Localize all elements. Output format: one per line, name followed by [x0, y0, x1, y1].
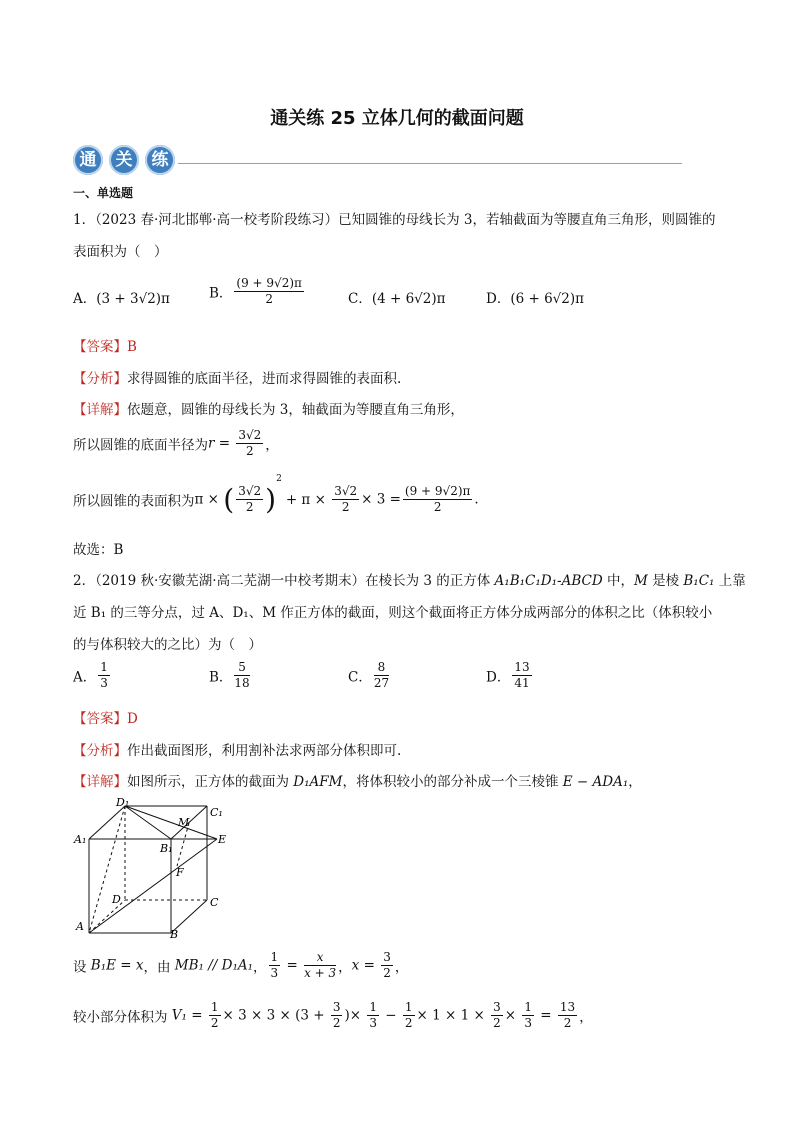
q2-analysis — [73, 739, 401, 759]
math: x = — [351, 957, 380, 974]
text: ， — [265, 437, 279, 454]
analysis-tag: 【分析】 — [73, 743, 127, 759]
math-var: r = — [208, 435, 235, 452]
q1-answer — [73, 335, 137, 355]
section-heading: 一、单选题 — [73, 186, 134, 200]
text: 设 — [73, 959, 91, 976]
option-letter: C． — [348, 291, 372, 307]
text: 所以圆锥的表面积为 — [73, 493, 195, 510]
q1-conclusion: 故选：B — [73, 542, 124, 558]
math: MB₁ // D₁A₁ — [174, 957, 254, 974]
option-letter: C． — [348, 669, 372, 686]
text: 2．（2019 秋·安徽芜湖·高二芜湖一中校考期末）在棱长为 3 的正方体 — [73, 573, 495, 589]
option-fraction — [374, 660, 389, 691]
fraction-numerator: 1 — [404, 1000, 413, 1014]
text: ， — [253, 959, 267, 976]
answer-tag: 【答案】 — [73, 339, 127, 355]
math: × — [349, 1007, 366, 1024]
paren-left: ( — [223, 483, 235, 516]
badge-char: 练 — [145, 145, 175, 175]
label-A1: A₁ — [74, 833, 87, 846]
badge-char: 通 — [73, 145, 103, 175]
label-F: F — [176, 866, 184, 879]
math: A₁B₁C₁D₁-ABCD — [494, 573, 603, 589]
fraction-denominator: 27 — [373, 676, 390, 690]
fraction-denominator: 3 — [524, 1016, 533, 1030]
fraction — [403, 1000, 415, 1031]
label-B1: B₁ — [160, 842, 173, 855]
q1-stem-line1: 1．（2023 春·河北邯郸·高一校考阶段练习）已知圆锥的母线长为 3，若轴截面为等腰直角三角形，则圆锥的 — [73, 212, 716, 228]
q1-option-a — [73, 287, 170, 307]
fraction-numerator: x — [304, 950, 336, 966]
analysis-text: 作出截面图形，利用割补法求两部分体积即可. — [127, 743, 402, 759]
fraction-numerator: 1 — [524, 1000, 533, 1014]
option-text: (3 + 3√2)π — [96, 291, 170, 307]
section-line-hidden — [89, 806, 125, 933]
paren-right: ) — [265, 483, 277, 516]
fraction — [522, 1000, 534, 1031]
q2-stem-line3: 的与体积较大的之比）为（ ） — [73, 637, 262, 653]
text: ， — [579, 1009, 593, 1026]
fraction — [558, 1000, 577, 1031]
label-M: M — [178, 816, 190, 829]
option-text: (4 + 6√2)π — [371, 291, 446, 307]
math: ) — [344, 1007, 350, 1024]
fraction — [331, 1000, 343, 1031]
option-fraction — [234, 276, 303, 307]
fraction-numerator: 3√2 — [238, 428, 262, 442]
text: 较小部分体积为 — [73, 1009, 172, 1026]
text: = — [282, 957, 303, 974]
section-line — [125, 806, 217, 839]
answer-tag: 【答案】 — [73, 711, 127, 727]
text: 是棱 — [647, 573, 684, 589]
badge-char: 关 — [109, 145, 139, 175]
fraction — [269, 950, 281, 981]
math: − — [381, 1007, 401, 1024]
text: ， — [394, 959, 409, 976]
fraction-numerator: 8 — [374, 660, 389, 676]
fraction-numerator: 3√2 — [334, 484, 358, 498]
section-line-hidden — [177, 823, 189, 866]
label-C1: C₁ — [210, 806, 223, 819]
fraction-denominator: 2 — [246, 444, 254, 458]
fraction-denominator: 3 — [100, 676, 108, 690]
option-letter: A． — [73, 669, 97, 686]
math: D₁AFM — [293, 774, 343, 790]
fraction-numerator: 13 — [514, 660, 530, 674]
math: × 3 × 3 × — [222, 1007, 296, 1024]
q2-stem-line2: 近 B₁ 的三等分点，过 A、D₁、M 作正方体的截面，则这个截面将正方体分成两部分的体积之比（体积较小 — [73, 605, 713, 621]
q1-radius-line — [73, 428, 279, 459]
label-A: A — [76, 920, 84, 933]
fraction — [236, 484, 263, 515]
fraction — [491, 1000, 503, 1031]
q2-volume-line — [73, 1000, 593, 1031]
fraction-denominator: 18 — [234, 676, 250, 690]
math: × 1 × 1 × — [416, 1007, 490, 1024]
label-B: B — [170, 928, 179, 941]
text: 如图所示，正方体的截面为 — [127, 774, 294, 790]
math: M — [633, 573, 648, 589]
text: ， — [628, 774, 642, 790]
q1-detail — [73, 398, 464, 418]
q1-option-c — [348, 287, 446, 307]
q1-surface-line — [73, 474, 479, 516]
option-fraction — [512, 660, 531, 691]
text: 中， — [602, 573, 634, 589]
q2-option-c — [348, 660, 391, 691]
q2-option-d — [486, 660, 534, 691]
fraction-denominator: x + 3 — [304, 966, 337, 980]
fraction — [236, 428, 263, 459]
q2-stem-line1 — [73, 569, 746, 589]
exponent: 2 — [276, 474, 282, 484]
fraction — [381, 950, 393, 981]
fraction — [304, 950, 336, 981]
text: ，由 — [143, 959, 175, 976]
analysis-text: 求得圆锥的底面半径，进而求得圆锥的表面积. — [127, 371, 402, 387]
section-line — [89, 839, 217, 933]
fraction-denominator: 3 — [270, 966, 279, 980]
text: . — [474, 491, 479, 508]
q1-stem-line2: 表面积为（ ） — [73, 244, 168, 260]
option-letter: D． — [486, 291, 511, 307]
fraction-denominator: 2 — [563, 1016, 572, 1030]
fraction-numerator: 3 — [383, 950, 391, 964]
option-text: (6 + 6√2)π — [510, 291, 584, 307]
fraction-numerator: 1 — [270, 950, 279, 964]
fraction-numerator: 3 — [332, 1000, 341, 1014]
edge — [89, 806, 125, 839]
q2-set-line — [73, 950, 408, 981]
text: 所以圆锥的底面半径为 — [73, 437, 208, 454]
detail-tag: 【详解】 — [73, 402, 127, 418]
math: × 3 = — [361, 491, 401, 508]
text: ， — [338, 959, 352, 976]
fraction-numerator: 3√2 — [238, 484, 262, 498]
text: 上靠 — [714, 573, 746, 589]
fraction-denominator: 2 — [265, 292, 273, 306]
answer-value: B — [127, 339, 137, 355]
badge-row — [73, 145, 181, 175]
header-rule — [178, 163, 682, 164]
fraction-numerator: (9 + 9√2)π — [236, 276, 302, 290]
fraction — [403, 484, 472, 515]
fraction-numerator: 13 — [559, 1000, 576, 1014]
fraction-denominator: 2 — [245, 500, 254, 514]
fraction-numerator: 1 — [210, 1000, 219, 1014]
fraction-numerator: 5 — [234, 660, 249, 676]
q2-option-b — [209, 660, 252, 691]
cube-figure — [72, 796, 242, 941]
fraction-numerator: 3 — [493, 1000, 501, 1014]
fraction-denominator: 2 — [433, 500, 442, 514]
q1-option-b — [209, 276, 306, 307]
fraction-denominator: 41 — [514, 676, 530, 690]
fraction-denominator: 2 — [341, 500, 350, 514]
label-E: E — [218, 833, 227, 846]
option-fraction — [98, 660, 110, 691]
fraction-denominator: 2 — [404, 1016, 413, 1030]
detail-text: 依题意，圆锥的母线长为 3，轴截面为等腰直角三角形， — [127, 402, 464, 418]
detail-tag: 【详解】 — [73, 774, 127, 790]
math: B₁E = x — [90, 957, 144, 974]
label-C: C — [210, 896, 219, 909]
label-D1: D₁ — [116, 796, 130, 809]
option-letter: D． — [486, 669, 511, 686]
fraction-numerator: 1 — [100, 660, 108, 674]
math: (3 + — [295, 1007, 329, 1024]
fraction — [367, 1000, 379, 1031]
math: × — [504, 1007, 521, 1024]
math: E − ADA₁ — [562, 774, 629, 790]
option-letter: A． — [73, 291, 97, 307]
fraction — [332, 484, 359, 515]
analysis-tag: 【分析】 — [73, 371, 127, 387]
fraction — [209, 1000, 221, 1031]
fraction-denominator: 2 — [332, 1016, 341, 1030]
fraction-denominator: 2 — [210, 1016, 219, 1030]
fraction-denominator: 3 — [369, 1016, 377, 1030]
math: B₁C₁ — [683, 573, 715, 589]
math: π × — [194, 491, 224, 508]
math: + π × — [285, 491, 331, 508]
fraction-numerator: (9 + 9√2)π — [404, 484, 471, 498]
option-fraction — [234, 660, 249, 691]
fraction-numerator: 1 — [369, 1000, 377, 1014]
math: V₁ = — [171, 1007, 207, 1024]
fraction-denominator: 2 — [493, 1016, 501, 1030]
math: = — [536, 1007, 556, 1024]
q1-analysis — [73, 367, 401, 387]
answer-value: D — [127, 711, 138, 727]
q2-answer — [73, 707, 138, 727]
section-line — [125, 806, 171, 839]
label-D: D — [112, 893, 121, 906]
q2-option-a — [73, 660, 112, 691]
option-letter: B． — [209, 285, 233, 302]
q1-option-d — [486, 287, 584, 307]
fraction-denominator: 2 — [383, 966, 391, 980]
q2-detail — [73, 770, 642, 790]
option-letter: B． — [209, 669, 233, 686]
page-title: 通关练 25 立体几何的截面问题 — [270, 108, 524, 129]
text: ，将体积较小的部分补成一个三棱锥 — [342, 774, 563, 790]
